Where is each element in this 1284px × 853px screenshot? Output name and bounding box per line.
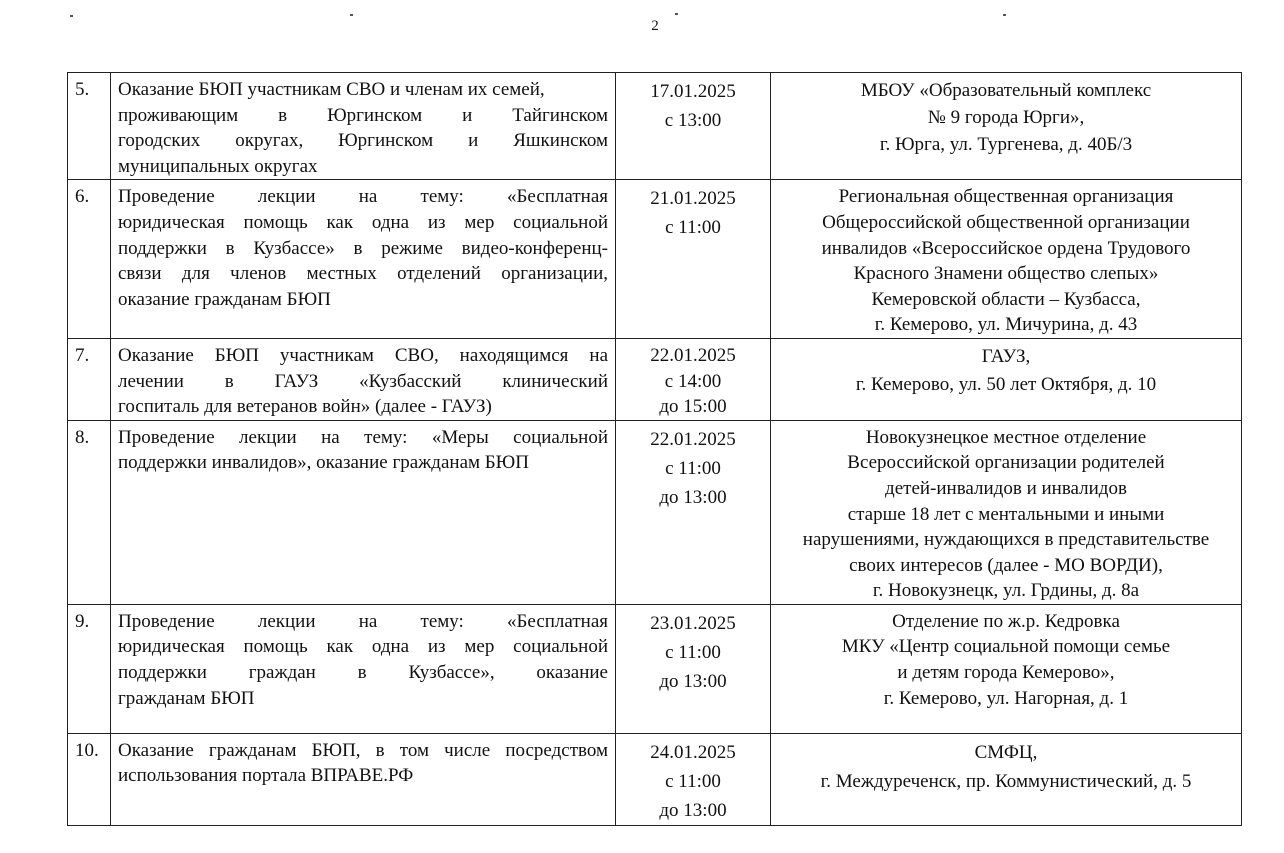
event-date: 23.01.2025 с 11:00 до 13:00 [616, 604, 771, 733]
events-table [67, 72, 1242, 826]
event-description: Проведение лекции на тему: «Бесплатная юридическая помощь как одна из мер социальной поддержки граждан в Кузбассе», оказание гражданам БЮП [111, 604, 616, 733]
table-row [68, 733, 1242, 825]
row-number: 5. [68, 73, 111, 180]
scan-speck [1003, 14, 1006, 16]
row-number: 8. [68, 420, 111, 604]
event-location: ГАУЗ, г. Кемерово, ул. 50 лет Октября, д. 10 [771, 338, 1242, 420]
event-description: Оказание гражданам БЮП, в том числе посредством использования портала ВПРАВЕ.РФ [111, 733, 616, 825]
event-description: Оказание БЮП участникам СВО и членам их семей, проживающим в Юргинском и Тайгинском городских округах, Юргинском и Яшкинском муниципальных округах [111, 73, 616, 180]
event-location: СМФЦ, г. Междуреченск, пр. Коммунистический, д. 5 [771, 733, 1242, 825]
scan-speck [675, 13, 678, 15]
event-description: Проведение лекции на тему: «Меры социальной поддержки инвалидов», оказание гражданам БЮП [111, 420, 616, 604]
event-description: Оказание БЮП участникам СВО, находящимся на лечении в ГАУЗ «Кузбасский клинический госпиталь для ветеранов войн» (далее - ГАУЗ) [111, 338, 616, 420]
table-row [68, 180, 1242, 339]
event-description: Проведение лекции на тему: «Бесплатная юридическая помощь как одна из мер социальной поддержки в Кузбассе» в режиме видео-конференц- связи для членов местных отделений организации, оказание гражданам БЮП [111, 180, 616, 339]
event-date: 22.01.2025 с 14:00 до 15:00 [616, 338, 771, 420]
page-number: 2 [651, 18, 659, 34]
row-number: 7. [68, 338, 111, 420]
table-row [68, 604, 1242, 733]
row-number: 9. [68, 604, 111, 733]
event-location: МБОУ «Образовательный комплекс № 9 города Юрги», г. Юрга, ул. Тургенева, д. 40Б/3 [771, 73, 1242, 180]
event-date: 22.01.2025 с 11:00 до 13:00 [616, 420, 771, 604]
table-row [68, 338, 1242, 420]
scan-speck [350, 14, 353, 16]
event-location: Отделение по ж.р. Кедровка МКУ «Центр социальной помощи семье и детям города Кемерово», г. Кемерово, ул. Нагорная, д. 1 [771, 604, 1242, 733]
table-row [68, 73, 1242, 180]
event-location: Новокузнецкое местное отделение Всероссийской организации родителей детей-инвалидов и инвалидов старше 18 лет с ментальными и иными нарушениями, нуждающихся в представительстве своих интересов (далее - МО ВОРДИ), г. Новокузнецк, ул. Грдины, д. 8а [771, 420, 1242, 604]
row-number: 10. [68, 733, 111, 825]
table-row [68, 420, 1242, 604]
scan-speck [70, 15, 73, 17]
event-date: 24.01.2025 с 11:00 до 13:00 [616, 733, 771, 825]
event-date: 21.01.2025 с 11:00 [616, 180, 771, 339]
event-date: 17.01.2025 с 13:00 [616, 73, 771, 180]
event-location: Региональная общественная организация Общероссийской общественной организации инвалидов «Всероссийское ордена Трудового Красного Знамени общество слепых» Кемеровской области – Кузбасса, г. Кемерово, ул. Мичурина, д. 43 [771, 180, 1242, 339]
row-number: 6. [68, 180, 111, 339]
